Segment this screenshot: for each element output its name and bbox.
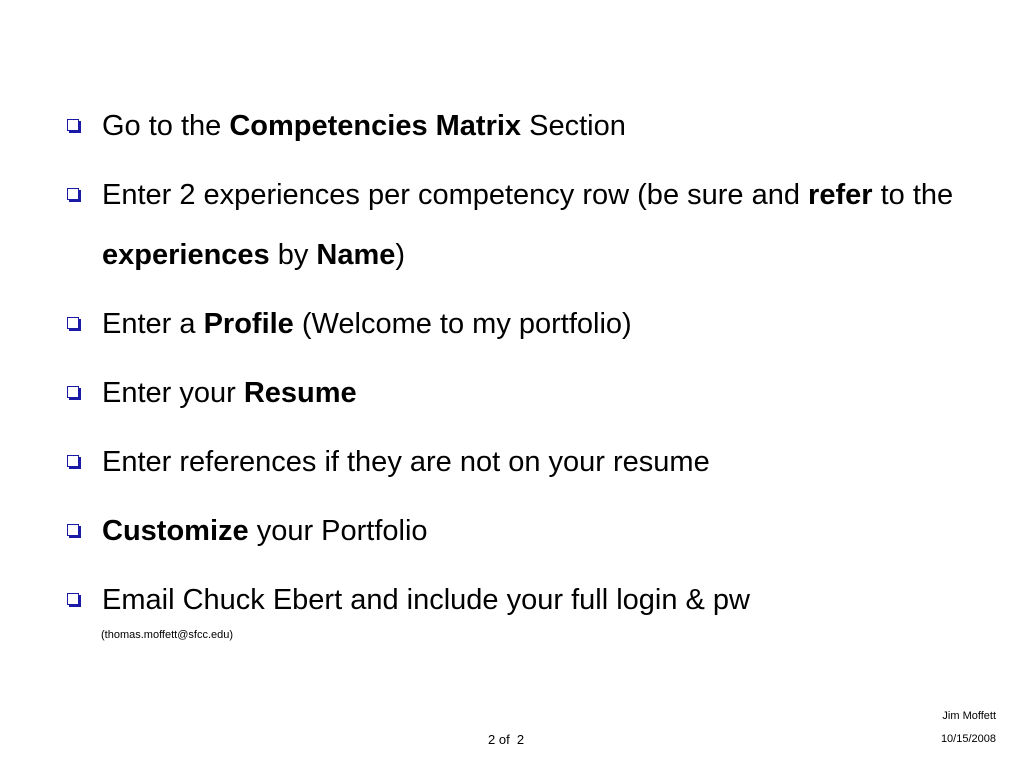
bullet-item [64, 165, 964, 285]
bullet-text-bold: refer [808, 179, 873, 211]
bullet-text-segment: to the [872, 179, 954, 211]
square-bullet-icon [67, 593, 79, 605]
bullet-item [64, 96, 964, 156]
bullet-text [102, 179, 953, 271]
square-bullet-icon [67, 188, 79, 200]
bullet-item [64, 363, 964, 423]
bullet-text-bold: Profile [203, 308, 294, 340]
bullet-text-segment: Email Chuck Ebert and include your full login & pw [102, 584, 750, 616]
bullet-item [64, 432, 964, 492]
bullet-text-segment: ) [395, 239, 406, 271]
bullet-text-segment: Enter references if they are not on your resume [102, 446, 710, 478]
bullet-text-segment: Enter your [102, 377, 244, 409]
slide-date: 10/15/2008 [940, 733, 996, 745]
bullet-text-segment: your Portfolio [248, 515, 428, 547]
bullet-text-bold: Resume [243, 377, 357, 409]
bullet-list [64, 96, 964, 639]
bullet-text [102, 584, 750, 616]
bullet-text-bold: Customize [102, 515, 249, 547]
bullet-text-segment: Enter 2 experiences per competency row (be sure and [102, 179, 809, 211]
bullet-text-segment: Section [521, 110, 626, 142]
bullet-text [102, 446, 710, 478]
email-note: (thomas.moffett@sfcc.edu) [101, 629, 234, 641]
author-name: Jim Moffett [942, 710, 996, 722]
bullet-item [64, 570, 964, 630]
square-bullet-icon [67, 386, 79, 398]
bullet-item [64, 294, 964, 354]
square-bullet-icon [67, 119, 79, 131]
square-bullet-icon [67, 455, 79, 467]
bullet-text-bold: Competencies Matrix [229, 110, 522, 142]
bullet-item [64, 501, 964, 561]
square-bullet-icon [67, 524, 79, 536]
page-number: 2 of 2 [488, 732, 525, 747]
bullet-text [102, 377, 357, 409]
bullet-text-bold: Name [316, 239, 396, 271]
bullet-text-segment: Enter a [102, 308, 204, 340]
bullet-text-bold: experiences [102, 239, 270, 271]
bullet-text-segment: (Welcome to my portfolio) [293, 308, 632, 340]
bullet-text-segment: by [269, 239, 317, 271]
square-bullet-icon [67, 317, 79, 329]
bullet-text-segment: Go to the [102, 110, 230, 142]
bullet-text [102, 308, 632, 340]
bullet-text [102, 515, 428, 547]
bullet-text [102, 110, 626, 142]
